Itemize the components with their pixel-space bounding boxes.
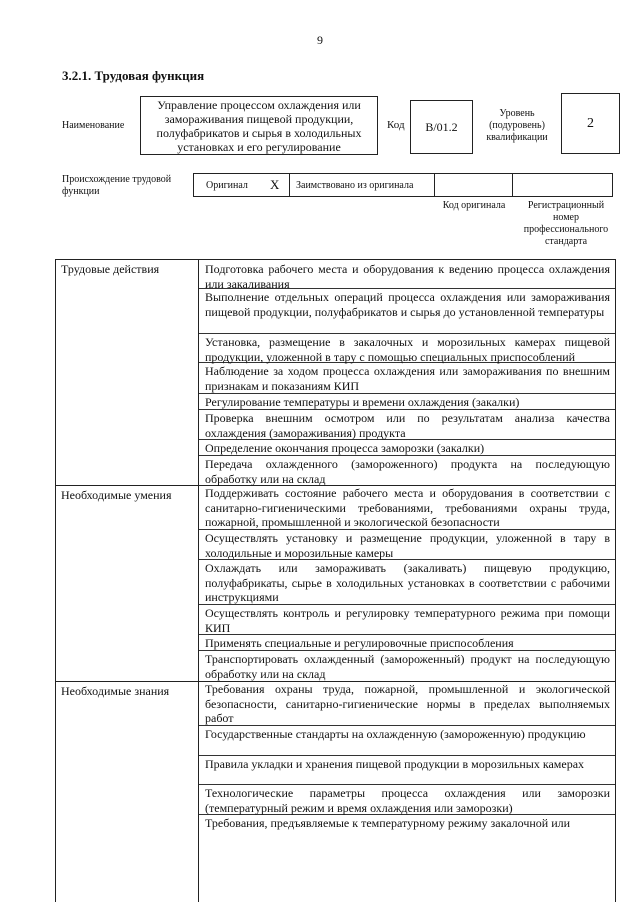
code-original-caption: Код оригинала xyxy=(442,200,506,211)
original-mark: X xyxy=(270,177,280,192)
code-value: B/01.2 xyxy=(425,119,458,134)
section-title: 3.2.1. Трудовая функция xyxy=(62,68,205,83)
table-row: Поддерживать состояние рабочего места и оборудования в соответствии с санитарно-гигиеническими требованиями, требованиями охраны труда, пожарной, промышленной и экологической безопасности xyxy=(199,486,615,530)
table-row: Государственные стандарты на охлажденную (замороженную) продукцию xyxy=(199,727,615,756)
table-row: Выполнение отдельных операций процесса охлаждения или замораживания пищевой продукции, полуфабрикатов и сырья до установленной температуры xyxy=(199,290,615,334)
function-name-box xyxy=(140,96,378,155)
function-name-value: Управление процессом охлаждения или замораживания пищевой продукции, полуфабрикатов и сырья в холодильных установках и его регулирование xyxy=(156,98,362,154)
table-row: Требования, предъявляемые к температурному режиму закалочной или xyxy=(205,816,571,830)
code-label: Код xyxy=(387,119,405,131)
table-row: Требования охраны труда, пожарной, промышленной и экологической безопасности, санитарно-гигиенические нормы в пределах выполняемых работ xyxy=(199,682,615,726)
table-row: Подготовка рабочего места и оборудования к ведению процесса охлаждения или закаливания xyxy=(199,262,615,289)
table-row: Применять специальные и регулировочные приспособления xyxy=(199,636,615,651)
name-label: Наименование xyxy=(62,120,125,131)
table-row: Правила укладки и хранения пищевой продукции в морозильных камерах xyxy=(199,757,615,785)
group-label-skills: Необходимые умения xyxy=(61,488,172,502)
origin-table xyxy=(193,173,613,197)
table-row: Технологические параметры процесса охлаждения или заморозки (температурный режим и время охлаждения или заморозки) xyxy=(199,786,615,815)
origin-divider xyxy=(512,174,513,196)
reg-number-caption: Регистрационный номер профессионального стандарта xyxy=(523,200,609,247)
level-label: Уровень (подуровень) квалификации xyxy=(486,108,548,143)
original-label: Оригинал xyxy=(206,179,248,191)
level-box xyxy=(561,93,620,154)
page-number: 9 xyxy=(317,33,323,47)
level-value: 2 xyxy=(587,115,594,131)
table-row: Передача охлажденного (замороженного) продукта на последующую обработку или на склад xyxy=(205,457,610,486)
table-row: Охлаждать или замораживать (закаливать) пищевую продукцию, полуфабрикаты, сырье в холодильных установках в соответствии с рабочими инструкциями xyxy=(199,561,615,605)
origin-divider xyxy=(434,174,435,196)
table-row: Наблюдение за ходом процесса охлаждения или замораживания по внешним признакам и показаниям КИП xyxy=(199,364,615,394)
group-label-actions: Трудовые действия xyxy=(61,262,160,276)
table-row: Проверка внешним осмотром или по результатам анализа качества охлаждения (замораживания) продукта xyxy=(199,411,615,440)
table-row: Транспортировать охлажденный (замороженный) продукт на последующую обработку или на склад xyxy=(205,652,610,681)
table-row: Определение окончания процесса заморозки (закалки) xyxy=(199,441,615,456)
origin-label: Происхождение трудовой функции xyxy=(62,174,172,197)
code-box xyxy=(410,100,473,154)
borrowed-label: Заимствовано из оригинала xyxy=(296,179,414,191)
origin-divider xyxy=(289,174,290,196)
group-label-knowledge: Необходимые знания xyxy=(61,684,170,698)
table-row: Осуществлять установку и размещение продукции, уложенной в тару в холодильные и морозильные камеры xyxy=(199,531,615,560)
table-row: Регулирование температуры и времени охлаждения (закалки) xyxy=(199,395,615,410)
table-row: Установка, размещение в закалочных и морозильных камерах пищевой продукции, уложенной в тару с помощью специальных приспособлений xyxy=(199,335,615,363)
table-row: Осуществлять контроль и регулировку температурного режима при помощи КИП xyxy=(199,606,615,635)
